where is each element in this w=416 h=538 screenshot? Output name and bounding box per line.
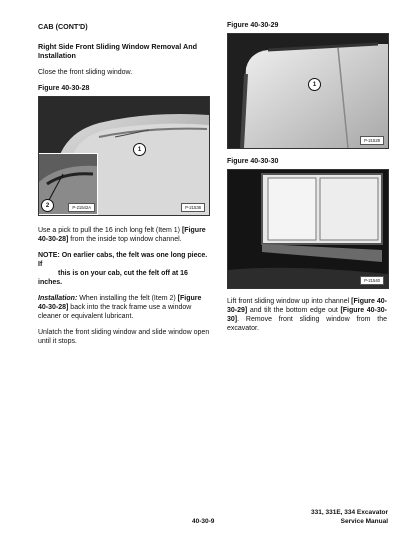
inset-photo-number: P-21542A: [68, 203, 95, 212]
paragraph-unlatch-window: Unlatch the front sliding window and slide window open until it stops.: [38, 329, 210, 345]
page-number: 40-30-9: [192, 518, 215, 525]
section-header: CAB (CONT'D): [38, 22, 88, 31]
paragraph-lift-window: Lift front sliding window up into channel [Figure 40-30-29] and tilt the bottom edge out [Figure 40-30-30]. Remove front sliding window from the excavator.: [227, 298, 387, 332]
footer-manual: Service Manual: [340, 517, 388, 525]
footer-manual-title: [311, 509, 388, 526]
step-close-window: Close the front sliding window.: [38, 69, 133, 76]
figure-caption-30: Figure 40-30-30: [227, 158, 279, 165]
figure-40-30-29-photo: [227, 33, 389, 149]
paragraph-remove-felt: Use a pick to pull the 16 inch long felt (Item 1) [Figure 40-30-28] from the inside top window channel.: [38, 227, 206, 243]
figure-29-illustration: [228, 34, 388, 148]
figure-caption-29: Figure 40-30-29: [227, 22, 279, 29]
callout-1: 1: [308, 78, 321, 91]
procedure-heading: Right Side Front Sliding Window Removal And Installation: [38, 42, 197, 60]
figure-40-30-30-photo: [227, 169, 389, 289]
photo-number: P-21538: [181, 203, 205, 212]
installation-paragraph: Installation: When installing the felt (Item 2) [Figure 40-30-28] back into the track frame use a window cleaner or equivalent lubricant.: [38, 295, 202, 320]
note-earlier-cabs: NOTE: On earlier cabs, the felt was one long piece. If this is on your cab, cut the felt off at 16 inches.: [38, 252, 208, 286]
photo-number: P-21540: [360, 276, 384, 285]
photo-number: P-21528: [360, 136, 384, 145]
figure-caption-28: Figure 40-30-28: [38, 85, 90, 92]
figure-28-inset-photo: [38, 153, 98, 215]
right-column: [227, 22, 387, 333]
footer-model: 331, 331E, 334 Excavator: [311, 509, 388, 516]
figure-30-illustration: [228, 170, 388, 288]
callout-2: 2: [41, 199, 54, 212]
figure-40-30-28-photo: [38, 96, 210, 216]
left-column: [38, 22, 210, 346]
callout-1: 1: [133, 143, 146, 156]
